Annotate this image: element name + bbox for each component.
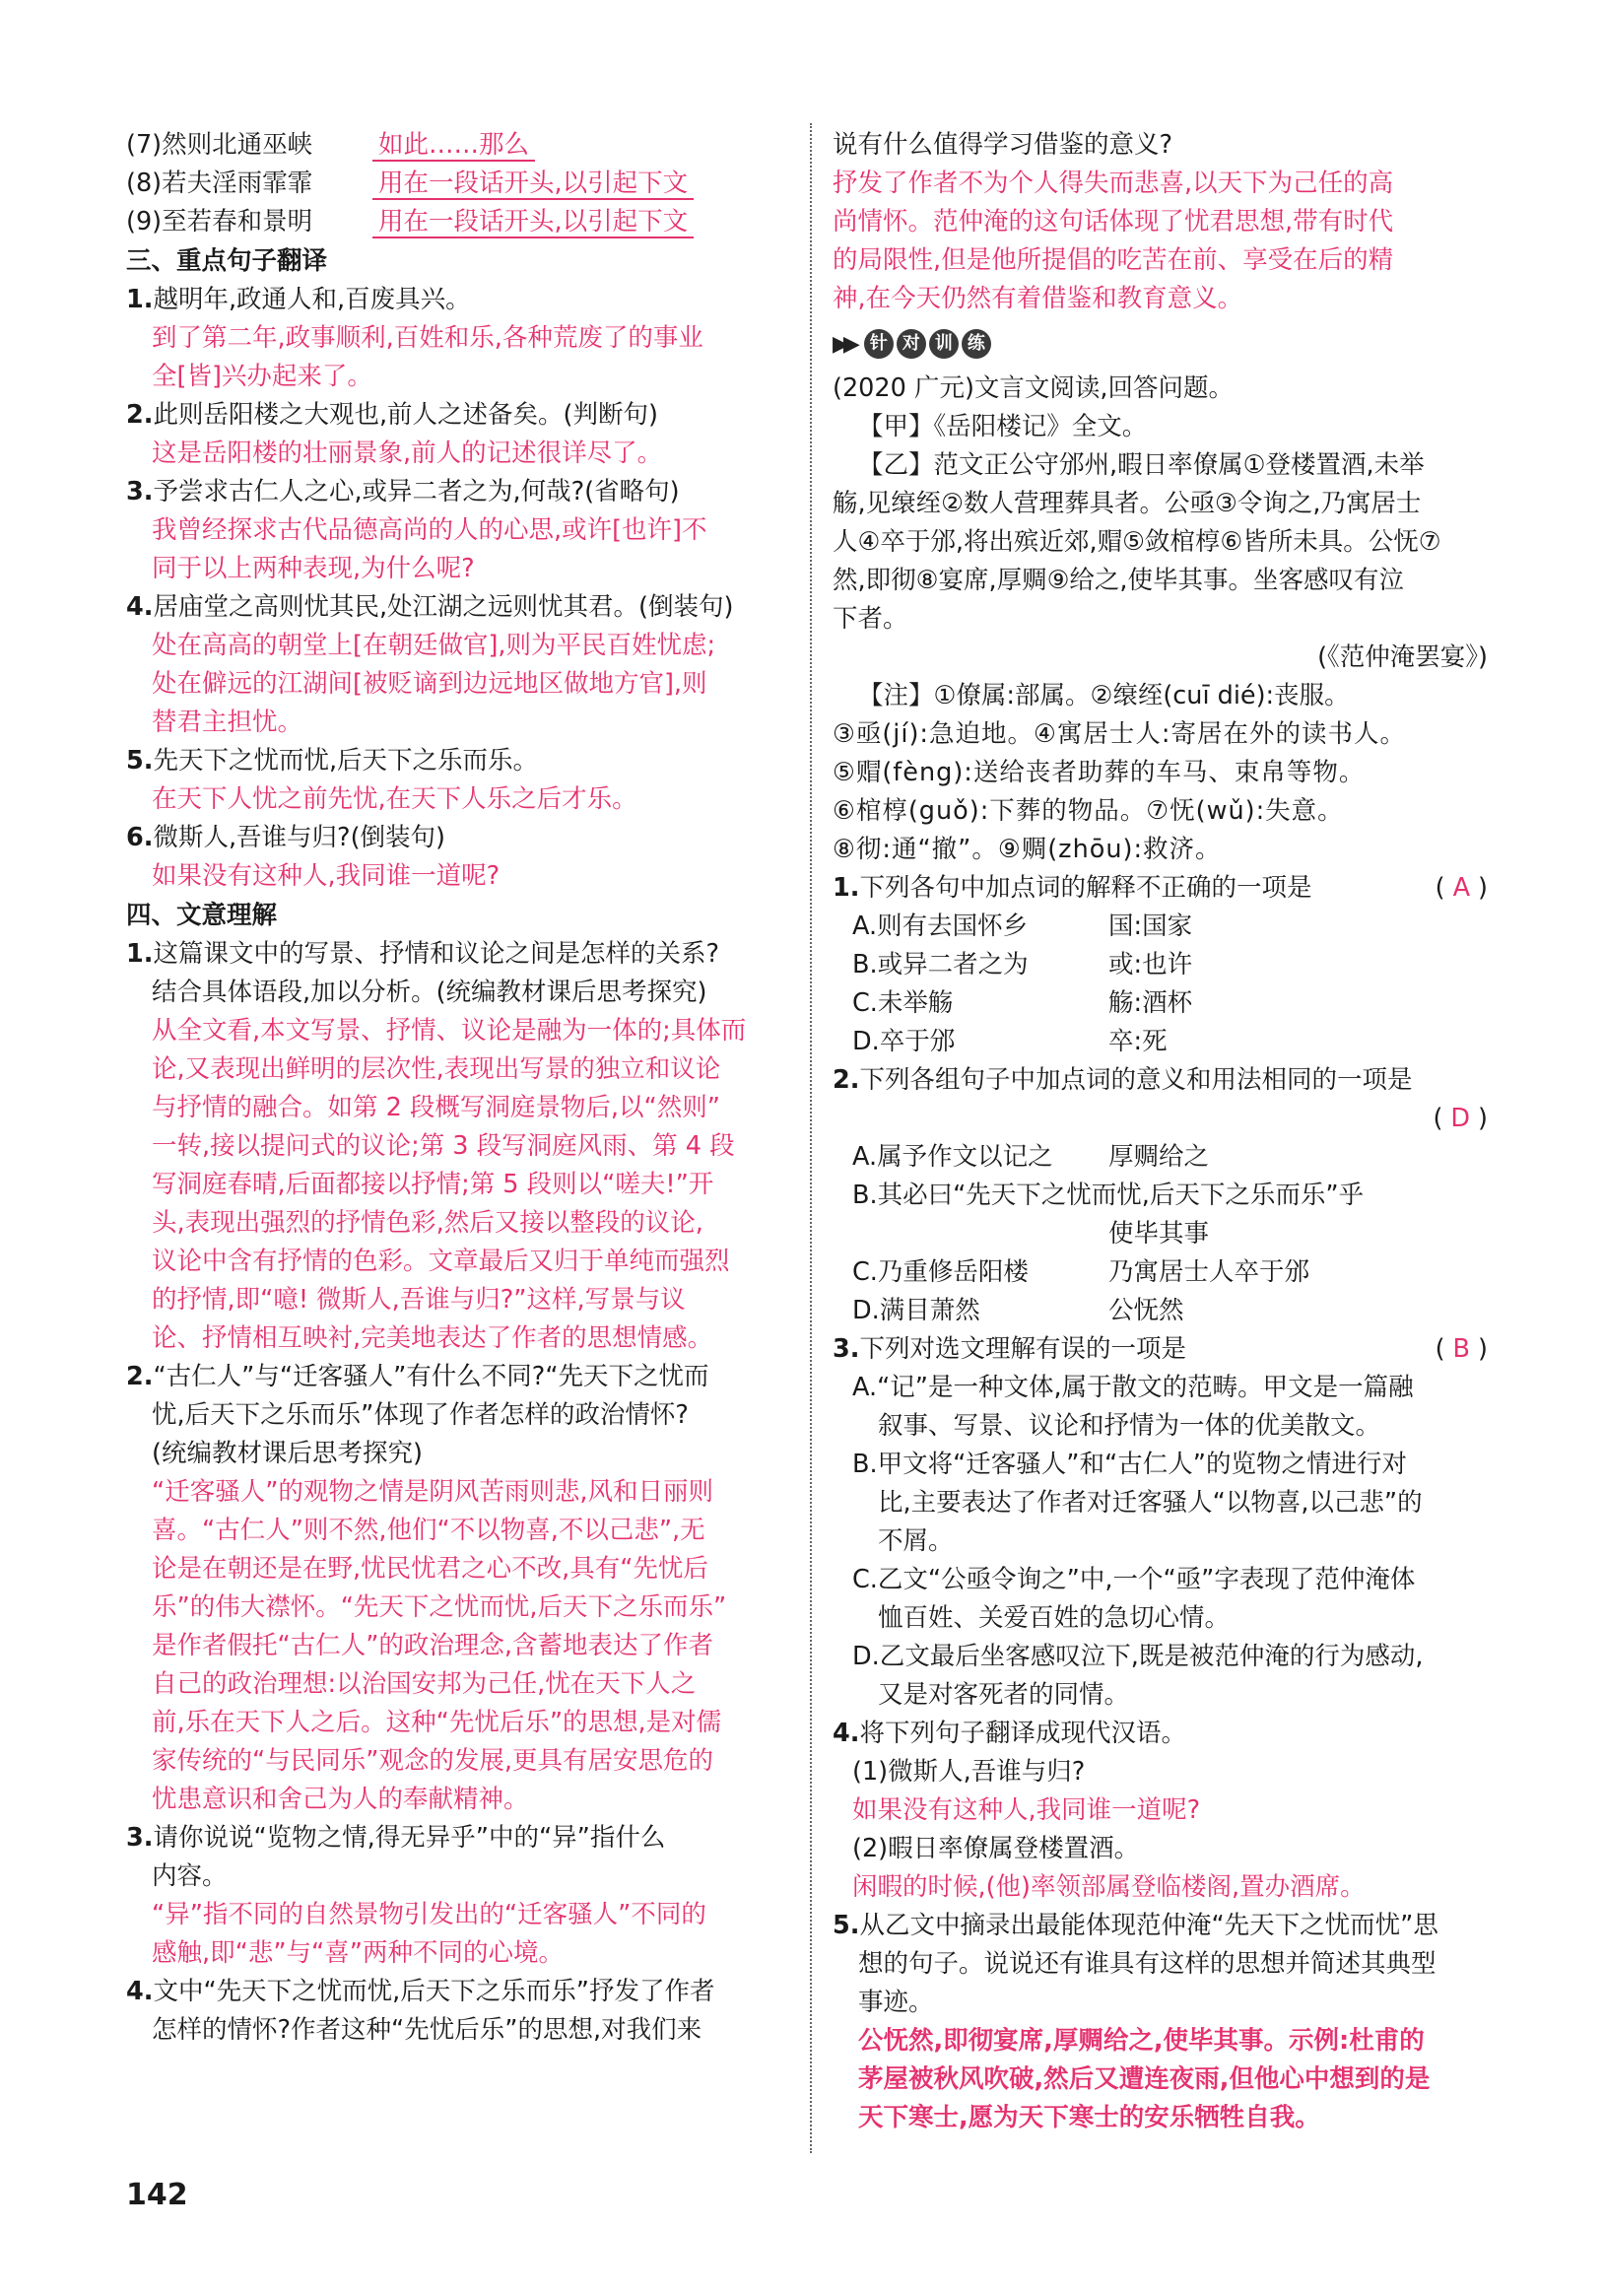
translation-question <box>126 473 796 511</box>
question-number: 4. <box>126 592 154 622</box>
option-row <box>833 984 1488 1023</box>
option-text: D.满目萧然 <box>852 1296 980 1325</box>
answer-line: 公怃然,即彻宴席,厚赒给之,使毕其事。示例:杜甫的 <box>858 2026 1425 2056</box>
option-text: C.乃重修岳阳楼 <box>852 1257 1029 1287</box>
option-row <box>833 1138 1488 1177</box>
translation-answer-line: 处在僻远的江湖间[被贬谪到边远地区做地方官],则 <box>152 669 707 699</box>
sentence-translation-list <box>126 281 796 896</box>
option-row <box>833 946 1488 984</box>
option-text: A.则有去国怀乡 <box>852 912 1029 941</box>
question-text: 从乙文中摘录出最能体现范仲淹“先天下之忧而忧”思 <box>859 1911 1438 1940</box>
passage-line: 然,即彻⑧宴席,厚赒⑨给之,使毕其事。坐客感叹有泣 <box>833 566 1405 595</box>
question-number: 2. <box>126 1362 154 1391</box>
question-text: “古仁人”与“迁客骚人”有什么不同?“先天下之忧而 <box>153 1362 709 1391</box>
word-usage-answer: 用在一段话开头,以引起下文 <box>372 207 694 238</box>
comprehension-answer-line: 感触,即“悲”与“喜”两种不同的心境。 <box>152 1938 564 1968</box>
question-text: 将下列句子翻译成现代汉语。 <box>859 1719 1186 1748</box>
comprehension-answer-line: 喜。“古仁人”则不然,他们“不以物喜,不以己悲”,无 <box>152 1516 705 1545</box>
translation-question <box>126 396 796 435</box>
comprehension-question-line: (统编教材课后思考探究) <box>152 1439 423 1468</box>
q4-answer <box>833 165 1488 318</box>
option-text: B.或异二者之为 <box>852 950 1029 979</box>
question-text: 予尝求古仁人之心,或异二者之为,何哉?(省略句) <box>153 477 680 506</box>
answer-line: 天下寒士,愿为天下寒士的安乐牺牲自我。 <box>858 2103 1320 2132</box>
question-text: 请你说说“览物之情,得无异乎”中的“异”指什么 <box>153 1823 666 1853</box>
answer-line: 尚情怀。范仲淹的这句话体现了忧君思想,带有时代 <box>833 207 1394 236</box>
option-pair: 公怃然 <box>1108 1296 1184 1325</box>
comprehension-answer-line: 论是在朝还是在野,忧民忧君之心不改,具有“先忧后 <box>152 1554 708 1584</box>
comprehension-question-line: 怎样的情怀?作者这种“先忧后乐”的思想,对我们来 <box>152 2015 702 2045</box>
comprehension-answer-line: 是作者假托“古仁人”的政治理念,含蓄地表达了作者 <box>152 1631 714 1660</box>
question-line <box>833 869 1488 908</box>
sub-answer: 闲暇的时候,(他)率领部属登临楼阁,置办酒席。 <box>852 1872 1366 1902</box>
practice-banner <box>833 322 1488 366</box>
comprehension-question-line <box>126 1819 796 1857</box>
option-pair: 乃寓居士人卒于邠 <box>1108 1257 1310 1287</box>
translation-answer-line: 到了第二年,政事顺利,百姓和乐,各种荒废了的事业 <box>152 323 703 353</box>
question-line: 事迹。 <box>858 1988 934 2017</box>
question-number: 2. <box>833 1065 860 1095</box>
question-text: 居庙堂之高则忧其民,处江湖之远则忧其君。(倒装句) <box>153 592 734 622</box>
question-line <box>833 1907 1488 1945</box>
question-number: 5. <box>833 1911 860 1940</box>
question-number: 3. <box>126 477 154 506</box>
option-line: 恤百姓、关爱百姓的急切心情。 <box>878 1603 1231 1633</box>
comprehension-question-line <box>126 1358 796 1396</box>
annotation-line: ⑤赗(fèng):送给丧者助葬的车马、束帛等物。 <box>833 758 1366 787</box>
answer-mark-row: ( D ) <box>1433 1104 1488 1133</box>
passage-line: 下者。 <box>833 604 908 634</box>
comprehension-answer-line: 与抒情的融合。如第 2 段概写洞庭景物后,以“然则” <box>152 1093 720 1122</box>
translation-answer-line: 我曾经探求古代品德高尚的人的心思,或许[也许]不 <box>152 515 707 545</box>
question-number: 3. <box>126 1823 154 1853</box>
question-number: 2. <box>126 400 154 430</box>
banner-char: 训 <box>929 329 959 359</box>
translation-answer-line: 替君主担忧。 <box>152 708 303 737</box>
translation-answer-line: 这是岳阳楼的壮丽景象,前人的记述很详尽了。 <box>152 439 663 468</box>
question-line <box>833 1330 1488 1369</box>
annotations <box>833 677 1488 869</box>
question-number: 1. <box>126 285 154 314</box>
option-line: A.“记”是一种文体,属于散文的范畴。甲文是一篇融 <box>852 1373 1414 1402</box>
word-usage-answer: 用在一段话开头,以引起下文 <box>372 169 694 200</box>
translation-question <box>126 588 796 627</box>
option-row <box>833 1215 1488 1253</box>
answer-line: 的局限性,但是他所提倡的吃苦在前、享受在后的精 <box>833 245 1394 275</box>
question-text: 下列各句中加点词的解释不正确的一项是 <box>859 873 1312 903</box>
option-line: B.甲文将“迁客骚人”和“古仁人”的览物之情进行对 <box>852 1450 1407 1479</box>
banner-char: 练 <box>962 329 991 359</box>
comprehension-answer-line: 忧患意识和舍己为人的奉献精神。 <box>152 1785 529 1814</box>
translation-question <box>126 819 796 857</box>
option-row <box>833 1177 1488 1215</box>
sub-question: (2)暇日率僚属登楼置酒。 <box>852 1834 1140 1863</box>
annotation-line: ③亟(jí):急迫地。④寓居士人:寄居在外的读书人。 <box>833 719 1406 749</box>
question-text: 下列各组句子中加点词的意义和用法相同的一项是 <box>859 1065 1413 1095</box>
comprehension-answer-line: 乐”的伟大襟怀。“先天下之忧而忧,后天下之乐而乐” <box>152 1592 727 1622</box>
option-gloss: 或:也许 <box>1108 950 1193 979</box>
option-line: 叙事、写景、议论和抒情为一体的优美散文。 <box>878 1411 1381 1441</box>
answer-letter: A <box>1452 873 1471 903</box>
option-text: C.未举觞 <box>852 988 954 1018</box>
option-line: D.乙文最后坐客感叹泣下,既是被范仲淹的行为感动, <box>852 1642 1424 1671</box>
question-number: 4. <box>833 1719 860 1748</box>
comprehension-answer-line: 写洞庭春晴,后面都接以抒情;第 5 段则以“嗟夫!”开 <box>152 1170 714 1199</box>
q4-continuation: 说有什么值得学习借鉴的意义? <box>833 130 1173 160</box>
question-line <box>833 1715 1488 1753</box>
comprehension-question-line <box>126 935 796 974</box>
passage-line: 觞,见缞绖②数人营理葬具者。公亟③令询之,乃寓居士 <box>833 489 1422 518</box>
translation-answer-line: 在天下人忧之前先忧,在天下人乐之后才乐。 <box>152 784 637 814</box>
comprehension-question-line: 结合具体语段,加以分析。(统编教材课后思考探究) <box>152 978 707 1007</box>
banner-char: 对 <box>897 329 926 359</box>
comprehension-list <box>126 935 796 2050</box>
passage-yi <box>833 446 1488 639</box>
answer-mark: ( B ) <box>1435 1334 1488 1364</box>
word-usage-row <box>126 203 796 241</box>
translation-question <box>126 742 796 780</box>
annotation-line: 【注】①僚属:部属。②缞绖(cuī dié):丧服。 <box>858 681 1350 710</box>
question-number: 3. <box>833 1334 860 1364</box>
comprehension-question-line <box>126 1973 796 2011</box>
comprehension-answer-line: 的抒情,即“噫! 微斯人,吾谁与归?”这样,写景与议 <box>152 1285 686 1315</box>
comprehension-answer-line: 论,又表现出鲜明的层次性,表现出写景的独立和议论 <box>152 1054 721 1084</box>
answer-line: 神,在今天仍然有着借鉴和教育意义。 <box>833 284 1243 313</box>
question-text: 这篇课文中的写景、抒情和议论之间是怎样的关系? <box>153 939 719 969</box>
comprehension-question-line: 内容。 <box>152 1861 228 1891</box>
question-text: 文中“先天下之忧而忧,后天下之乐而乐”抒发了作者 <box>153 1977 715 2006</box>
word-usage-list <box>126 126 796 241</box>
arrows-icon: ▶▶ <box>833 331 854 357</box>
passage-source: (《范仲淹罢宴》) <box>1317 642 1488 672</box>
banner-char: 针 <box>864 329 894 359</box>
question-text: 先天下之忧而忧,后天下之乐而乐。 <box>153 746 539 776</box>
question-text: 越明年,政通人和,百废具兴。 <box>153 285 471 314</box>
passage-line: 人④卒于邠,将出殡近郊,赗⑤敛棺椁⑥皆所未具。公怃⑦ <box>833 527 1441 557</box>
question-text: 下列对选文理解有误的一项是 <box>859 1334 1186 1364</box>
right-column <box>833 126 1488 2137</box>
comprehension-answer-line: 论、抒情相互映衬,完美地表达了作者的思想情感。 <box>152 1323 713 1353</box>
question-number: 1. <box>126 939 154 969</box>
answer-letter: D <box>1450 1104 1471 1133</box>
comprehension-answer-line: 家传统的“与民同乐”观念的发展,更具有居安思危的 <box>152 1746 714 1776</box>
annotation-line: ⑥棺椁(guǒ):下葬的物品。⑦怃(wǔ):失意。 <box>833 796 1344 826</box>
question-number: 6. <box>126 823 154 852</box>
word-usage-row <box>126 126 796 165</box>
comprehension-answer-line: 一转,接以提问式的议论;第 3 段写洞庭风雨、第 4 段 <box>152 1131 735 1161</box>
sub-question: (1)微斯人,吾谁与归? <box>852 1757 1086 1787</box>
answer-line: 抒发了作者不为个人得失而悲喜,以天下为己任的高 <box>833 169 1394 198</box>
question-number: 1. <box>833 873 860 903</box>
option-line: 又是对客死者的同情。 <box>878 1680 1130 1710</box>
column-divider <box>810 123 812 2153</box>
word-usage-question: (9)至若春和景明 <box>126 207 313 236</box>
translation-question <box>126 281 796 319</box>
option-row <box>833 908 1488 946</box>
comprehension-answer-line: 从全文看,本文写景、抒情、议论是融为一体的;具体而 <box>152 1016 747 1046</box>
option-gloss: 卒:死 <box>1108 1027 1168 1056</box>
question-line: 想的句子。说说还有谁具有这样的思想并简述其典型 <box>858 1949 1437 1979</box>
section-3-title: 三、重点句子翻译 <box>126 246 328 276</box>
translation-answer-line: 同于以上两种表现,为什么呢? <box>152 554 475 583</box>
comprehension-question-line: 忧,后天下之乐而乐”体现了作者怎样的政治情怀? <box>152 1400 689 1430</box>
practice-questions <box>833 869 1488 2137</box>
word-usage-question: (7)然则北通巫峡 <box>126 130 313 160</box>
word-usage-answer: 如此……那么 <box>372 130 535 162</box>
comprehension-answer-line: 自己的政治理想:以治国安邦为己任,忧在天下人之 <box>152 1669 697 1699</box>
question-text: 微斯人,吾谁与归?(倒装句) <box>153 823 445 852</box>
option-gloss: 觞:酒杯 <box>1108 988 1193 1018</box>
option-text: B.其必曰“先天下之忧而忧,后天下之乐而乐”乎 <box>852 1181 1365 1210</box>
section-4-title: 四、文意理解 <box>126 901 278 930</box>
answer-mark: ( A ) <box>1435 873 1488 903</box>
question-number: 5. <box>126 746 154 776</box>
option-text: D.卒于邠 <box>852 1027 956 1056</box>
option-pair: 厚赒给之 <box>1108 1142 1210 1172</box>
comprehension-answer-line: “异”指不同的自然景物引发出的“迁客骚人”不同的 <box>152 1900 706 1929</box>
comprehension-answer-line: 头,表现出强烈的抒情色彩,然后又接以整段的议论, <box>152 1208 703 1238</box>
translation-answer-line: 如果没有这种人,我同谁一道呢? <box>152 861 501 891</box>
comprehension-answer-line: “迁客骚人”的观物之情是阴风苦雨则悲,风和日丽则 <box>152 1477 714 1507</box>
option-text <box>833 1215 1108 1253</box>
passage-jia: 【甲】《岳阳楼记》全文。 <box>858 412 1148 441</box>
word-usage-question: (8)若夫淫雨霏霏 <box>126 169 313 198</box>
translation-answer-line: 全[皆]兴办起来了。 <box>152 362 372 391</box>
comprehension-answer-line: 议论中含有抒情的色彩。文章最后又归于单纯而强烈 <box>152 1247 730 1276</box>
option-line: 比,主要表达了作者对迁客骚人“以物喜,以己悲”的 <box>878 1488 1423 1518</box>
answer-line: 茅屋被秋风吹破,然后又遭连夜雨,但他心中想到的是 <box>858 2064 1431 2094</box>
question-line <box>833 1061 1488 1100</box>
option-gloss: 国:国家 <box>1108 912 1193 941</box>
passage-line: 【乙】范文正公守邠州,暇日率僚属①登楼置酒,未举 <box>858 450 1425 480</box>
sub-answer: 如果没有这种人,我同谁一道呢? <box>852 1795 1201 1825</box>
left-column <box>126 126 796 2050</box>
option-row <box>833 1023 1488 1061</box>
page-number: 142 <box>126 2178 188 2212</box>
word-usage-row <box>126 165 796 203</box>
option-text: A.属予作文以记之 <box>852 1142 1053 1172</box>
comprehension-answer-line: 前,乐在天下人之后。这种“先忧后乐”的思想,是对儒 <box>152 1708 722 1737</box>
translation-answer-line: 处在高高的朝堂上[在朝廷做官],则为平民百姓忧虑; <box>152 631 716 660</box>
annotation-line: ⑧彻:通“撤”。⑨赒(zhōu):救济。 <box>833 835 1222 864</box>
answer-letter: B <box>1452 1334 1471 1364</box>
option-line: 不屑。 <box>878 1526 954 1556</box>
option-row <box>833 1292 1488 1330</box>
question-text: 此则岳阳楼之大观也,前人之述备矣。(判断句) <box>153 400 658 430</box>
reading-intro: (2020 广元)文言文阅读,回答问题。 <box>833 373 1235 403</box>
option-row <box>833 1253 1488 1292</box>
option-line: C.乙文“公亟令询之”中,一个“亟”字表现了范仲淹体 <box>852 1565 1416 1594</box>
option-pair: 使毕其事 <box>1108 1219 1210 1249</box>
question-number: 4. <box>126 1977 154 2006</box>
